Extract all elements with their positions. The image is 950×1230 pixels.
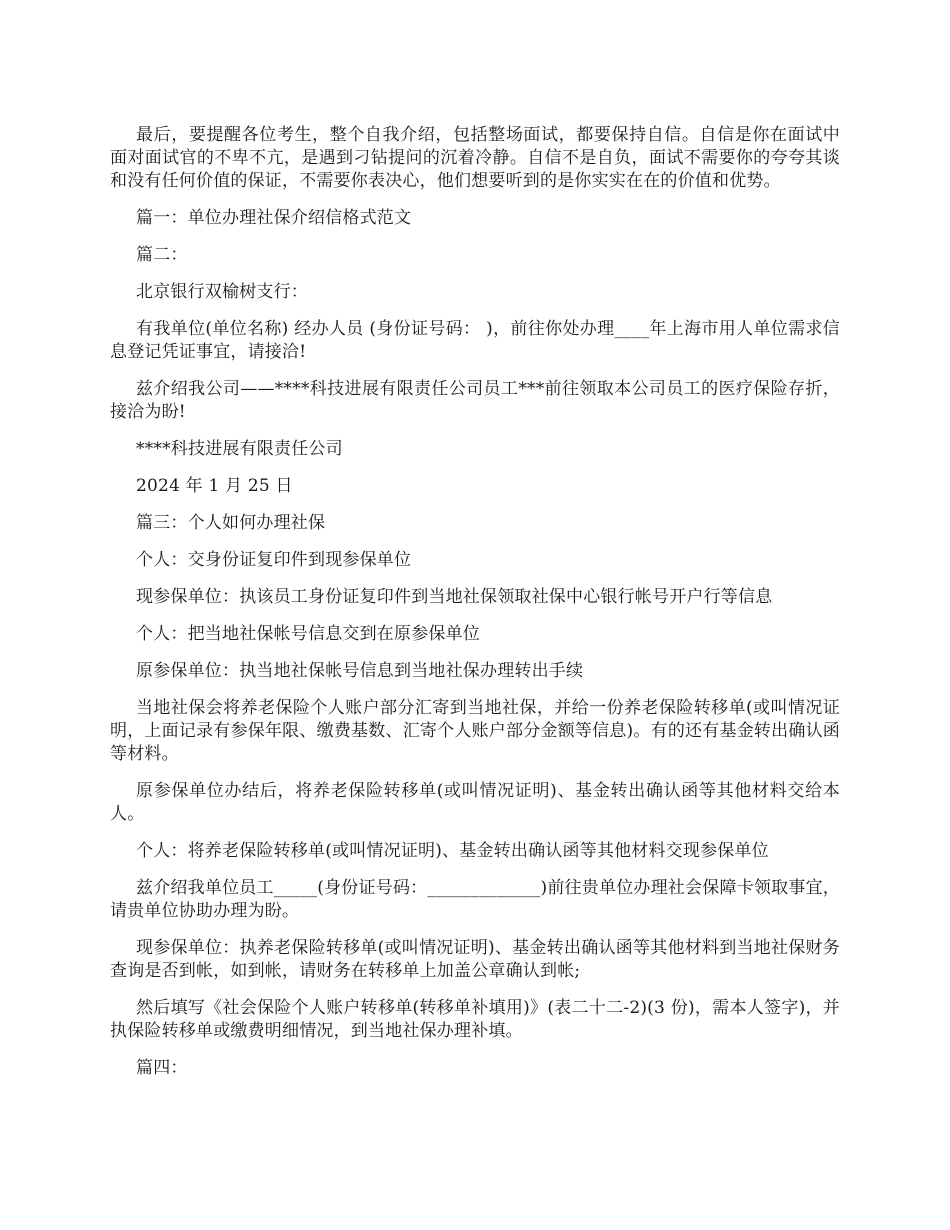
step-individual-id: 个人：交身份证复印件到现参保单位 [136, 550, 412, 570]
paragraph-original-unit-finish: 原参保单位办结后，将养老保险转移单(或叫情况证明)、基金转出确认函等其他材料交给本人。 [110, 781, 840, 824]
paragraph-introduction-2: 兹介绍我公司——****科技进展有限责任公司员工***前往领取本公司员工的医疗保险存折，接洽为盼! [110, 379, 840, 422]
heading-part-four: 篇四： [136, 1058, 188, 1078]
heading-part-three: 篇三：个人如何办理社保 [136, 513, 326, 533]
step-original-unit-transfer: 原参保单位：执当地社保帐号信息到当地社保办理转出手续 [136, 661, 584, 681]
company-signature: ****科技进展有限责任公司 [136, 439, 343, 459]
letter-recipient: 北京银行双榆树支行： [136, 282, 308, 302]
heading-part-two: 篇二： [136, 245, 188, 265]
document-body [110, 124, 840, 1094]
paragraph-fill-form: 然后填写《社会保险个人账户转移单(转移单补填用)》(表二十二-2)(3 份)，需本人签字)，并执保险转移单或缴费明细情况，到当地社保办理补填。 [110, 998, 840, 1041]
step-current-unit-check: 现参保单位：执养老保险转移单(或叫情况证明)、基金转出确认函等其他材料到当地社保财务查询是否到帐，如到帐，请财务在转移单上加盖公章确认到帐; [110, 938, 840, 981]
step-individual-account: 个人：把当地社保帐号信息交到在原参保单位 [136, 624, 480, 644]
letter-date: 2024 年 1 月 25 日 [136, 476, 293, 496]
paragraph-local-social-security: 当地社保会将养老保险个人账户部分汇寄到当地社保，并给一份养老保险转移单(或叫情况证明，上面记录有参保年限、缴费基数、汇寄个人账户部分金额等信息)。有的还有基金转出确认函等材料。 [110, 698, 840, 764]
paragraph-introduction-3: 兹介绍我单位员工_____(身份证号码：_____________)前往贵单位办理社会保障卡领取事宜，请贵单位协助办理为盼。 [110, 878, 840, 921]
heading-part-one: 篇一：单位办理社保介绍信格式范文 [136, 208, 412, 228]
paragraph-confidence: 最后，要提醒各位考生，整个自我介绍，包括整场面试，都要保持自信。自信是你在面试中面对面试官的不卑不亢，是遇到刁钻提问的沉着冷静。自信不是自负，面试不需要你的夸夸其谈和没有任何价值的保证，不需要你表决心，他们想要听到的是你实实在在的价值和优势。 [110, 125, 840, 191]
paragraph-introduction-1: 有我单位(单位名称) 经办人员 (身份证号码： )，前往你处办理____年上海市用人单位需求信息登记凭证事宜，请接洽! [110, 319, 840, 362]
step-current-unit-account: 现参保单位：执该员工身份证复印件到当地社保领取社保中心银行帐号开户行等信息 [136, 587, 773, 607]
step-individual-submit: 个人：将养老保险转移单(或叫情况证明)、基金转出确认函等其他材料交现参保单位 [136, 841, 769, 861]
